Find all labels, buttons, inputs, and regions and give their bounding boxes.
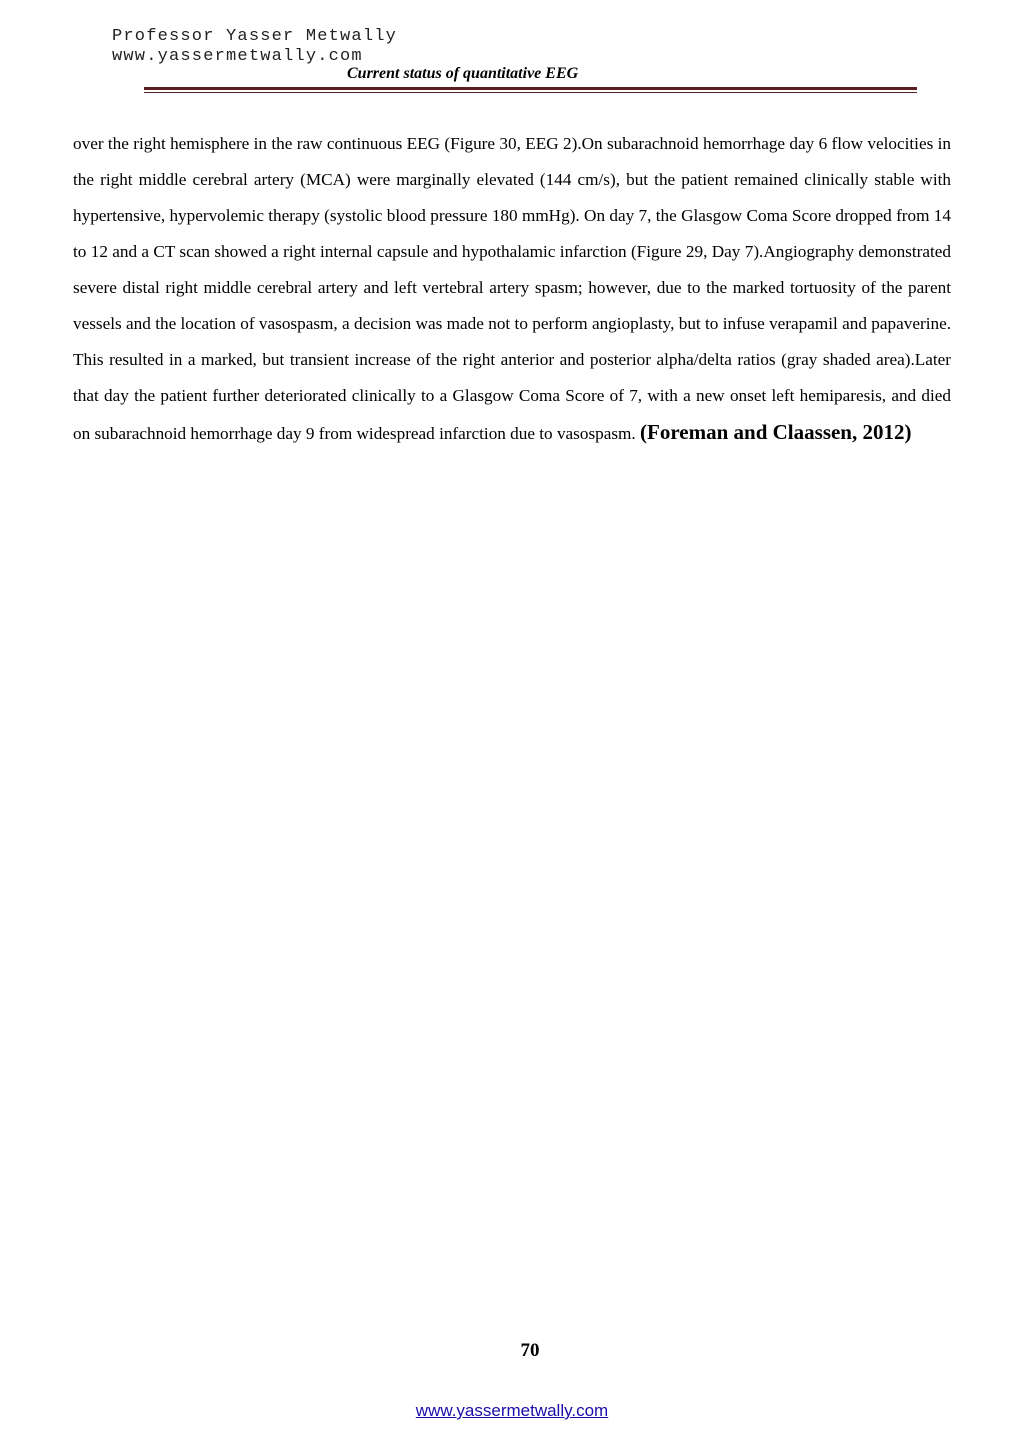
header-author: Professor Yasser Metwally	[112, 27, 398, 46]
header-rule-thin	[144, 92, 917, 93]
page-number: 70	[520, 1340, 540, 1361]
citation: (Foreman and Claassen, 2012)	[640, 420, 912, 444]
footer-website-link[interactable]: www.yassermetwally.com	[415, 1401, 609, 1420]
header-rule	[144, 87, 917, 90]
paragraph-text: over the right hemisphere in the raw continuous EEG (Figure 30, EEG 2).On subarachnoid hemorrhage day 6 flow velocities in the right middle cerebral artery (MCA) were marginally elevated (144 cm/s), but the patient remained clinically stable with hypertensive, hypervolemic therapy (systolic blood pressure 180 mmHg). On day 7, the Glasgow Coma Score dropped from 14 to 12 and a CT scan showed a right internal capsule and hypothalamic infarction (Figure 29, Day 7).Angiography demonstrated severe distal right middle cerebral artery and left vertebral artery spasm; however, due to the marked tortuosity of the parent vessels and the location of vasospasm, a decision was made not to perform angioplasty, but to infuse verapamil and papaverine. This resulted in a marked, but transient increase of the right anterior and posterior alpha/delta ratios (gray shaded area).Later that day the patient further deteriorated clinically to a Glasgow Coma Score of 7, with a new onset left hemiparesis, and died on subarachnoid hemorrhage day 9 from widespread infarction due to vasospasm.	[73, 134, 951, 443]
header-author-url: www.yassermetwally.com	[112, 47, 363, 66]
running-title: Current status of quantitative EEG	[347, 65, 579, 82]
body-paragraph	[73, 126, 951, 452]
